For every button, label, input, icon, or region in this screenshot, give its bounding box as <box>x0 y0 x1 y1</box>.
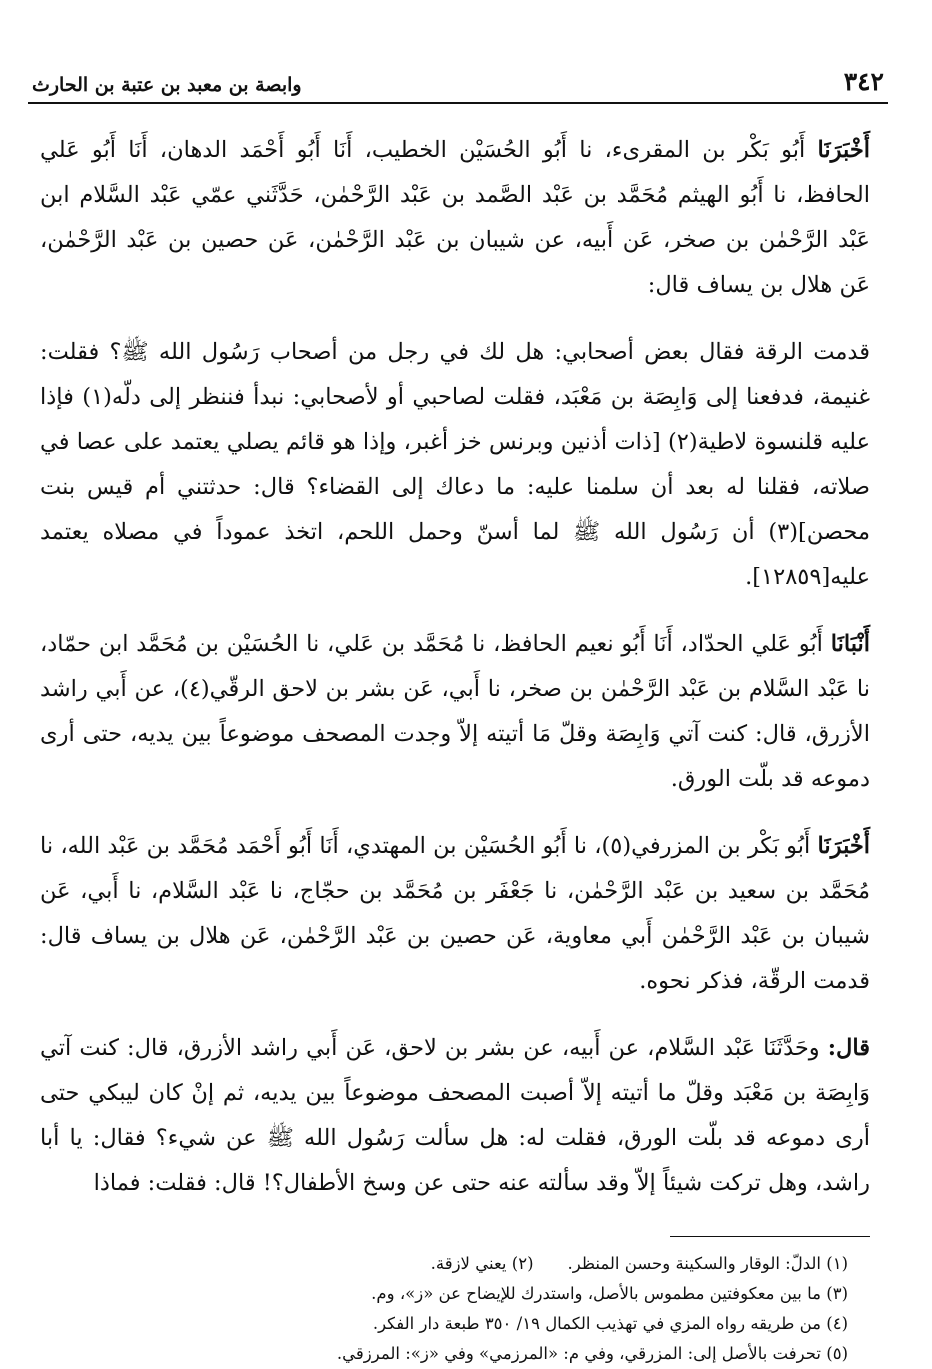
paragraph-text: أَبُو بَكْر بن المقرىء، نا أَبُو الحُسَيْن الخطيب، أَنَا أَبُو أَحْمَد الدهان، أَنَا أَبُو عَلي الحافظ، نا أَبُو الهيثم مُحَمَّد بن عَبْد الصَّمد بن عَبْد الرَّحْمٰن، حَدَّثَني عمّي عَبْد السَّلام ابن عَبْد الرَّحْمٰن بن صخر، عَن أَبيه، عن شيبان بن عَبْد الرَّحْمٰن، عَن حصين بن عَبْد الرَّحْمٰن، عَن هلال بن يساف قال: <box>40 137 870 298</box>
paragraph-lead: قال: <box>827 1035 870 1061</box>
page <box>28 60 888 1369</box>
footnote-3: (٣) ما بين معكوفتين مطموس بالأصل، واستدرك للإيضاح عن «ز»، وم. <box>371 1284 848 1303</box>
paragraph-1 <box>40 128 870 308</box>
paragraph-text: أَبُو بَكْر بن المزرفي(٥)، نا أَبُو الحُسَيْن بن المهتدي، أَنَا أَبُو أَحْمَد مُحَمَّد بن عَبْد الله، نا مُحَمَّد بن سعيد بن عَبْد الرَّحْمٰن، نا جَعْفَر بن مُحَمَّد بن حجّاج، نا عَبْد السَّلام، نا أَبي، عَن شيبان بن عَبْد الرَّحْمٰن أَبي معاوية، عَن حصين بن عَبْد الرَّحْمٰن، عَن هلال بن يساف قال: قدمت الرقّة، فذكر نحوه. <box>40 833 870 994</box>
page-header <box>28 60 888 104</box>
paragraph-lead: أَخْبَرَنَا <box>817 833 871 859</box>
running-title: وابصة بن معبد بن عتبة بن الحارث <box>32 74 302 96</box>
page-number: ٣٤٢ <box>843 67 884 96</box>
paragraph-lead: أَخْبَرَنَا <box>817 137 870 163</box>
paragraph-5 <box>40 1026 870 1206</box>
footnote-line-1 <box>40 1249 848 1279</box>
footnote-5: (٥) تحرفت بالأصل إلى: المزرقي، وفي م: «المرزمي» وفي «ز»: المرزقي. <box>336 1344 848 1363</box>
paragraph-2 <box>40 330 870 600</box>
paragraph-text: أَبُو عَلي الحدّاد، أَنَا أَبُو نعيم الحافظ، نا مُحَمَّد بن عَلي، نا الحُسَيْن بن مُحَمَّد ابن حمّاد، نا عَبْد السَّلام بن عَبْد الرَّحْمٰن بن صخر، نا أَبي، عَن بشر بن لاحق الرقّي(٤)، عن أَبي راشد الأزرق، قال: كنت آتي وَابِصَة وقلّ مَا أتيته إلاّ وجدت المصحف موضوعاً بين يديه، حتى أرى دموعه قد بلّت الورق. <box>40 631 870 792</box>
paragraph-lead: أَنْبَانَا <box>830 631 870 657</box>
footnote-divider <box>670 1236 870 1237</box>
paragraph-3 <box>40 622 870 802</box>
page-body <box>28 128 888 1369</box>
footnote-4: (٤) من طريقه رواه المزي في تهذيب الكمال ١٩/ ٣٥٠ طبعة دار الفكر. <box>372 1314 848 1333</box>
paragraph-4 <box>40 824 870 1004</box>
footnote-2: (٢) يعني لازقة. <box>430 1254 534 1273</box>
footnotes <box>40 1249 870 1369</box>
paragraph-text: وحَدَّثَنَا عَبْد السَّلام، عن أَبيه، عن بشر بن لاحق، عَن أَبي راشد الأزرق، قال: كنت آتي وَابِصَة بن مَعْبَد وقلّ ما أتيته إلاّ أصبت المصحف موضوعاً بين يديه، ثم إنْ كان ليبكي حتى أرى دموعه قد بلّت الورق، فقلت له: هل سألت رَسُول الله ﷺ عن شيء؟ فقال: يا أبا راشد، وهل تركت شيئاً إلاّ وقد سألته عنه حتى عن وسخ الأطفال؟! قال: فقلت: فماذا <box>40 1035 870 1196</box>
footnote-1: (١) الدلّ: الوقار والسكينة وحسن المنظر. <box>567 1254 848 1273</box>
paragraph-text: قدمت الرقة فقال بعض أصحابي: هل لك في رجل من أصحاب رَسُول الله ﷺ؟ فقلت: غنيمة، فدفعنا إلى وَابِصَة بن مَعْبَد، فقلت لصاحبي أو لأصحابي: نبدأ فننظر إلى دلّه(١) فإذا عليه قلنسوة لاطية(٢) [ذات أذنين وبرنس خز أغبر، وإذا هو قائم يصلي يعتمد على عصا في صلاته، فقلنا له بعد أن سلمنا عليه: ما دعاك إلى القضاء؟ قال: حدثتني أم قيس بنت محصن](٣) أن رَسُول الله ﷺ لما أسنّ وحمل اللحم، اتخذ عموداً في مصلاه يعتمد عليه[١٢٨٥٩]. <box>40 339 871 590</box>
